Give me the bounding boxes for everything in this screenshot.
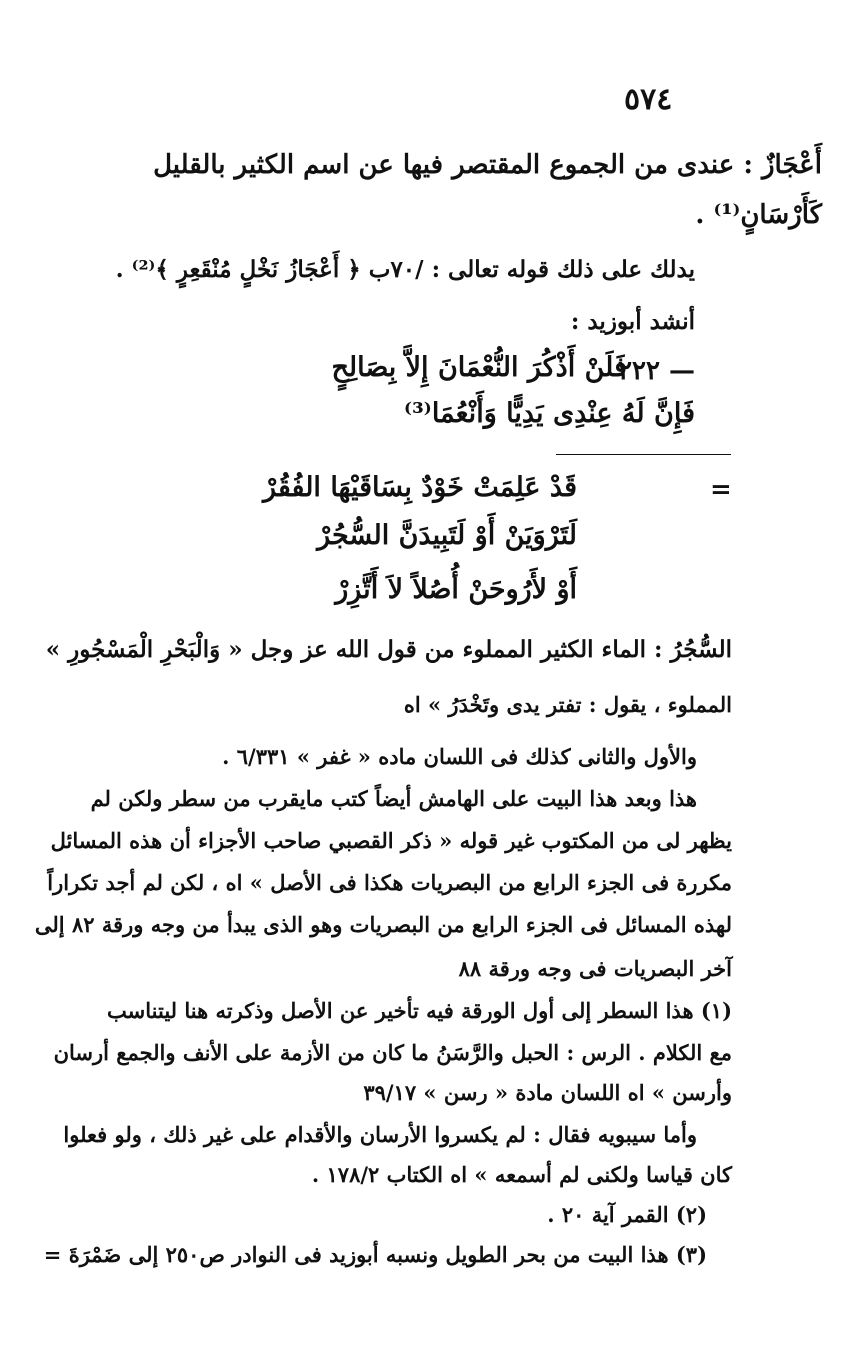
verse-hemistich-2: فَإِنَّ لَهُ عِنْدِى يَدِيًّا وَأَنْعُمَا⁽³⁾ bbox=[403, 398, 695, 429]
quote-line: لَتَرْوَيَنْ أَوْ لَتَبِيدَنَّ السُّجُرْ bbox=[317, 520, 577, 551]
footnote-line: والأول والثانى كذلك فى اللسان ماده « غفر » ٦/٣٣١ . bbox=[222, 744, 697, 769]
body-line: أَعْجَازٌ : عندى من الجموع المقتصر فيها عن اسم الكثير بالقليل bbox=[153, 150, 822, 180]
footnote-line: السُّجُرُ : الماء الكثير المملوء من قول الله عز وجل « وَالْبَحْرِ الْمَسْجُورِ » bbox=[45, 636, 732, 663]
footnote-line: لهذه المسائل فى الجزء الرابع من البصريات وهو الذى يبدأ من وجه ورقة ٨٢ إلى bbox=[34, 912, 732, 937]
verse-number: ٢٢٢ — bbox=[618, 356, 695, 386]
verse-hemistich-1: فَلَنْ أَذْكُرَ النُّعْمَانَ إِلاَّ بِصَالِحٍ bbox=[331, 352, 627, 383]
footnote-line: وأما سيبويه فقال : لم يكسروا الأرسان والأقدام على غير ذلك ، ولو فعلوا bbox=[63, 1122, 697, 1147]
quote-line: أَوْ لأَرُوحَنْ أُصُلاً لاَ أَتَّزِرْ bbox=[335, 574, 577, 605]
footnote-line: آخر البصريات فى وجه ورقة ٨٨ bbox=[458, 956, 732, 981]
footnote-line: كان قياسا ولكنى لم أسمعه » اه الكتاب ١٧٨/٢ . bbox=[311, 1162, 732, 1187]
footnote-line: (٣) هذا البيت من بحر الطويل ونسبه أبوزيد فى النوادر ص٢٥٠ إلى ضَمْرَةَ = bbox=[43, 1242, 707, 1267]
footnote-separator bbox=[556, 454, 731, 455]
footnote-line: مع الكلام . الرس : الحبل والرَّسَنُ ما كان من الأزمة على الأنف والجمع أرسان bbox=[53, 1040, 732, 1065]
page-number: ٥٧٤ bbox=[624, 82, 673, 117]
body-line: يدلك على ذلك قوله تعالى : /٧٠ب ﴿ أَعْجَازُ نَخْلٍ مُنْقَعِرٍ ﴾⁽²⁾ . bbox=[115, 256, 695, 283]
quote-line: قَدْ عَلِمَتْ خَوْدٌ بِسَاقَيْهَا الفُقُرْ bbox=[262, 472, 577, 503]
footnote-line: (١) هذا السطر إلى أول الورقة فيه تأخير عن الأصل وذكرته هنا ليتناسب bbox=[107, 998, 732, 1023]
body-line: أنشد أبوزيد : bbox=[570, 308, 695, 335]
footnote-line: هذا وبعد هذا البيت على الهامش أيضاً كتب مايقرب من سطر ولكن لم bbox=[90, 786, 697, 811]
footnote-line: يظهر لى من المكتوب غير قوله « ذكر القصبي صاحب الأجزاء أن هذه المسائل bbox=[50, 828, 732, 853]
continuation-mark: = bbox=[710, 475, 732, 505]
footnote-line: مكررة فى الجزء الرابع من البصريات هكذا فى الأصل » اه ، لكن لم أجد تكراراً bbox=[47, 870, 732, 895]
footnote-line: (٢) القمر آية ٢٠ . bbox=[547, 1202, 707, 1227]
body-line: كَأَرْسَانٍ⁽¹⁾ . bbox=[695, 200, 822, 230]
footnote-line: المملوء ، يقول : تفتر يدى وتَخْدَرُ » اه bbox=[403, 692, 732, 717]
footnote-line: وأرسن » اه اللسان مادة « رسن » ٣٩/١٧ bbox=[363, 1080, 732, 1105]
